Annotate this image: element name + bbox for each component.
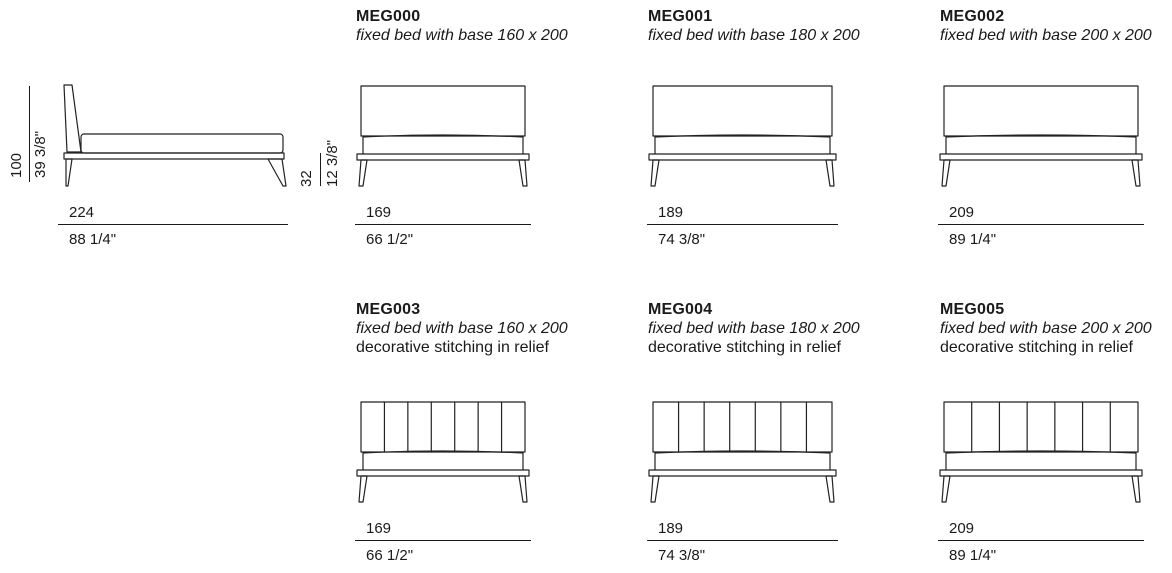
seat-height-in: 12 3/8"	[324, 139, 341, 187]
model-code: MEG003	[356, 301, 421, 318]
width-in: 74 3/8"	[658, 547, 706, 564]
width-in: 74 3/8"	[658, 231, 706, 248]
width-in: 66 1/2"	[366, 231, 414, 248]
model-detail: decorative stitching in relief	[648, 339, 841, 356]
model-code: MEG004	[648, 301, 713, 318]
model-detail: decorative stitching in relief	[940, 339, 1133, 356]
length-cm: 224	[69, 204, 95, 221]
width-dimension-line	[938, 540, 1144, 541]
width-in: 66 1/2"	[366, 547, 414, 564]
length-in: 88 1/4"	[69, 231, 117, 248]
model-description: fixed bed with base 180 x 200	[648, 320, 860, 337]
width-cm: 209	[949, 520, 975, 537]
width-cm: 169	[366, 204, 392, 221]
seat-height-cm: 32	[298, 170, 315, 187]
height-cm: 100	[8, 152, 25, 178]
height-in: 39 3/8"	[32, 130, 49, 178]
model-description: fixed bed with base 180 x 200	[648, 27, 860, 44]
model-code: MEG000	[356, 8, 421, 25]
width-in: 89 1/4"	[949, 547, 997, 564]
model-code: MEG001	[648, 8, 713, 25]
model-description: fixed bed with base 200 x 200	[940, 320, 1152, 337]
model-detail: decorative stitching in relief	[356, 339, 549, 356]
model-code: MEG002	[940, 8, 1005, 25]
width-cm: 189	[658, 520, 684, 537]
width-cm: 189	[658, 204, 684, 221]
width-cm: 209	[949, 204, 975, 221]
width-in: 89 1/4"	[949, 231, 997, 248]
model-description: fixed bed with base 160 x 200	[356, 320, 568, 337]
model-description: fixed bed with base 160 x 200	[356, 27, 568, 44]
model-code: MEG005	[940, 301, 1005, 318]
model-description: fixed bed with base 200 x 200	[940, 27, 1152, 44]
width-cm: 169	[366, 520, 392, 537]
